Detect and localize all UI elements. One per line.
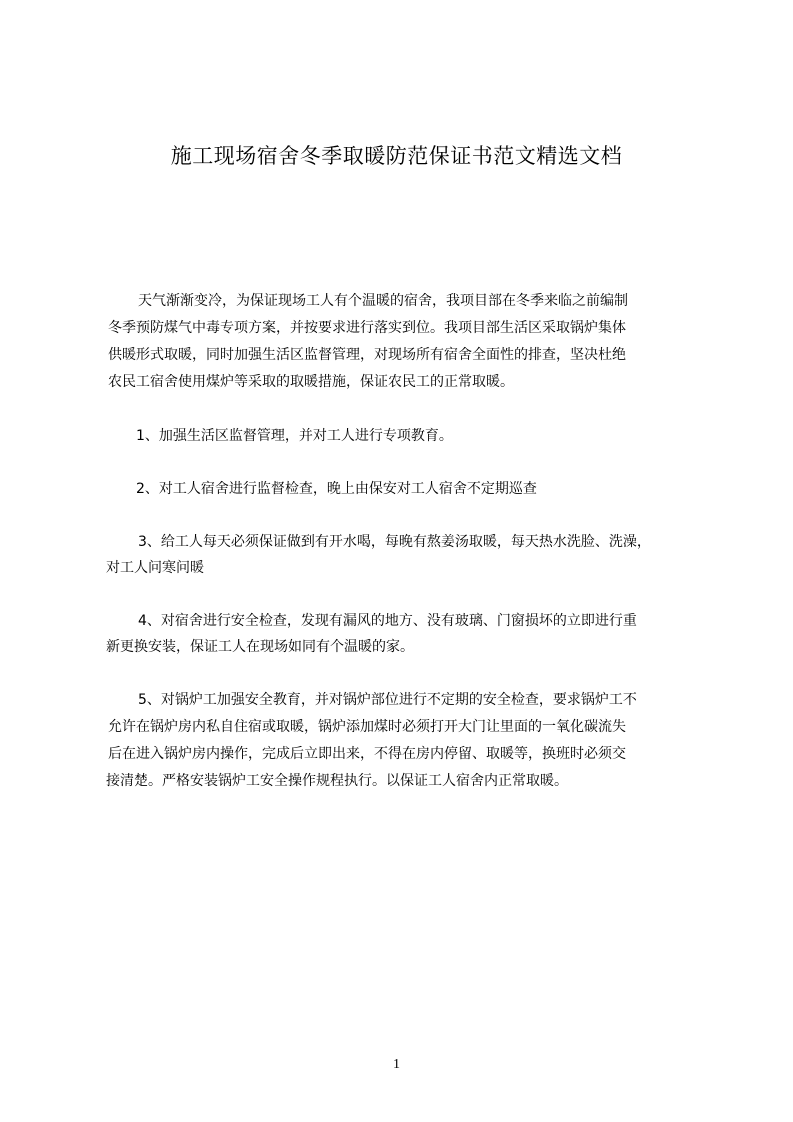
intro-line: 冬季预防煤气中毒专项方案，并按要求进行落实到位。我项目部生活区采取锅炉集体 — [108, 320, 626, 336]
intro-line: 供暖形式取暖，同时加强生活区监督管理，对现场所有宿舍全面性的排查，坚决杜绝 — [108, 347, 626, 363]
intro-line: 天气渐渐变冷，为保证现场工人有个温暖的宿舍，我项目部在冬季来临之前编制 — [138, 293, 628, 309]
item-3-line: 3、给工人每天必须保证做到有开水喝，每晚有熬姜汤取暖，每天热水洗脸、洗澡， — [138, 534, 651, 550]
item-5-line: 5、对锅炉工加强安全教育，并对锅炉部位进行不定期的安全检查，要求锅炉工不 — [138, 692, 637, 708]
item-4-line: 新更换安装，保证工人在现场如同有个温暖的家。 — [106, 639, 414, 655]
page-number: 1 — [393, 1057, 400, 1072]
item-3-line: 对工人问寒问暖 — [106, 560, 204, 576]
item-5-line: 后在进入锅炉房内操作，完成后立即出来，不得在房内停留、取暖等，换班时必须交 — [108, 746, 626, 762]
intro-line: 农民工宿舍使用煤炉等采取的取暖措施，保证农民工的正常取暖。 — [108, 374, 514, 390]
item-5-line: 接清楚。严格安装锅炉工安全操作规程执行。以保证工人宿舍内正常取暖。 — [106, 773, 568, 789]
document-title: 施工现场宿舍冬季取暖防范保证书范文精选文档 — [170, 144, 623, 168]
item-5-line: 允许在锅炉房内私自住宿或取暖，锅炉添加煤时必须打开大门让里面的一氧化碳流失 — [108, 719, 626, 735]
item-2-line: 2、对工人宿舍进行监督检查，晚上由保安对工人宿舍不定期巡查 — [136, 481, 537, 497]
item-1-line: 1、加强生活区监督管理，并对工人进行专项教育。 — [136, 428, 453, 444]
item-4-line: 4、对宿舍进行安全检查，发现有漏风的地方、没有玻璃、门窗损坏的立即进行重 — [138, 613, 637, 629]
